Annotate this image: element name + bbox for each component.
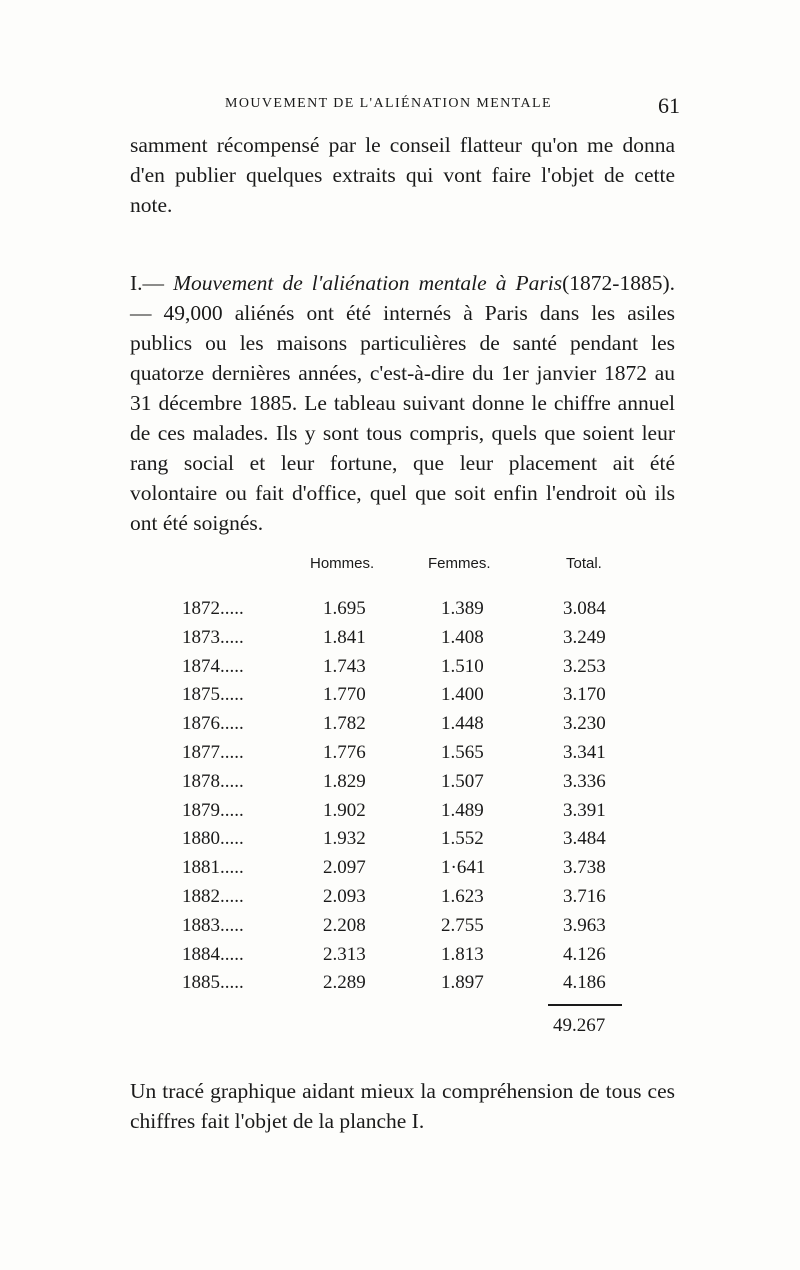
row-year: 1873..... [182, 626, 244, 648]
table-row [0, 771, 800, 799]
row-year: 1884..... [182, 943, 244, 965]
column-header-total: Total. [566, 555, 602, 572]
table-row [0, 915, 800, 943]
table-row [0, 886, 800, 914]
row-total: 3.170 [563, 684, 606, 706]
row-year: 1879..... [182, 799, 244, 821]
paragraph-continued [130, 130, 675, 220]
row-total: 3.230 [563, 713, 606, 735]
row-men: 2.208 [323, 914, 366, 936]
section-paragraph [130, 268, 675, 538]
row-year: 1881..... [182, 857, 244, 879]
row-total: 3.716 [563, 886, 606, 907]
row-women: 1.400 [441, 684, 484, 706]
row-total: 3.249 [563, 626, 606, 648]
row-women: 1.565 [441, 742, 484, 763]
row-women: 1.408 [441, 626, 484, 648]
running-head [225, 93, 680, 118]
grand-total: 49.267 [553, 1015, 606, 1036]
table-row [0, 800, 800, 828]
row-total: 3.391 [563, 799, 606, 821]
row-year: 1880..... [182, 828, 244, 850]
row-women: 1.510 [441, 655, 484, 677]
row-men: 1.776 [323, 742, 366, 763]
row-men: 2.097 [323, 857, 366, 879]
table-row [0, 944, 800, 972]
row-total: 3.341 [563, 742, 606, 763]
row-year: 1877..... [182, 742, 244, 763]
row-men: 1.829 [323, 770, 366, 792]
row-men: 2.093 [323, 886, 366, 907]
paragraph-text: samment récompensé par le conseil flatteur qu'on me donna d'en publier quelques extraits qui vont faire l'objet de cette note. [130, 133, 675, 217]
table-row [0, 598, 800, 626]
row-women: 1.813 [441, 943, 484, 965]
row-women: 1.897 [441, 972, 484, 994]
row-women: 2.755 [441, 914, 484, 936]
row-year: 1876..... [182, 713, 244, 735]
row-men: 1.743 [323, 655, 366, 677]
row-total: 4.186 [563, 972, 606, 994]
table-row [0, 627, 800, 655]
section-title: Mouvement de l'aliénation mentale à Paris [173, 271, 563, 295]
row-total: 4.126 [563, 943, 606, 965]
sum-rule [548, 1004, 622, 1006]
row-women: 1.389 [441, 598, 484, 619]
row-women: 1.507 [441, 770, 484, 792]
table-row [0, 656, 800, 684]
row-year: 1882..... [182, 886, 244, 907]
row-women: 1.623 [441, 886, 484, 907]
row-men: 1.782 [323, 713, 366, 735]
section-number: I.— [130, 271, 174, 295]
row-men: 1.695 [323, 598, 366, 619]
admissions-table [0, 555, 800, 1055]
row-total: 3.963 [563, 914, 606, 936]
row-year: 1875..... [182, 684, 244, 706]
closing-paragraph [130, 1076, 675, 1136]
table-row [0, 828, 800, 856]
row-men: 1.932 [323, 828, 366, 850]
row-year: 1885..... [182, 972, 244, 994]
row-year: 1878..... [182, 770, 244, 792]
section-text: (1872-1885). — 49,000 aliénés ont été internés à Paris dans les asiles publics ou les maisons particulières de santé pendant les quatorze dernières années, c'est-à-dire du 1er janvier 1872 au 31 décembre 1885. Le tableau suivant donne le chiffre annuel de ces malades. Ils y sont tous compris, quels que soient leur rang social et leur fortune, que leur placement ait été volontaire ou fait d'office, quel que soit enfin l'endroit où ils ont été soignés. [130, 271, 675, 535]
table-row [0, 972, 800, 1000]
table-row [0, 713, 800, 741]
row-total: 3.484 [563, 828, 606, 850]
row-men: 1.902 [323, 799, 366, 821]
row-men: 2.289 [323, 972, 366, 994]
row-women: 1.448 [441, 713, 484, 735]
row-year: 1883..... [182, 914, 244, 936]
row-men: 1.770 [323, 684, 366, 706]
row-total: 3.738 [563, 857, 606, 879]
table-row [0, 857, 800, 885]
row-women: 1.552 [441, 828, 484, 850]
column-header-women: Femmes. [428, 555, 491, 572]
row-year: 1872..... [182, 598, 244, 619]
row-total: 3.336 [563, 770, 606, 792]
row-men: 2.313 [323, 943, 366, 965]
table-row [0, 684, 800, 712]
row-year: 1874..... [182, 655, 244, 677]
running-title: MOUVEMENT DE L'ALIÉNATION MENTALE [225, 96, 552, 111]
row-women: 1.489 [441, 799, 484, 821]
page-number: 61 [658, 93, 680, 118]
table-row [0, 742, 800, 770]
column-header-men: Hommes. [310, 555, 375, 572]
closing-text: Un tracé graphique aidant mieux la compréhension de tous ces chiffres fait l'objet de la planche I. [130, 1079, 675, 1133]
row-total: 3.253 [563, 655, 606, 677]
row-women: 1·641 [441, 857, 486, 879]
row-men: 1.841 [323, 626, 366, 648]
row-total: 3.084 [563, 598, 606, 619]
